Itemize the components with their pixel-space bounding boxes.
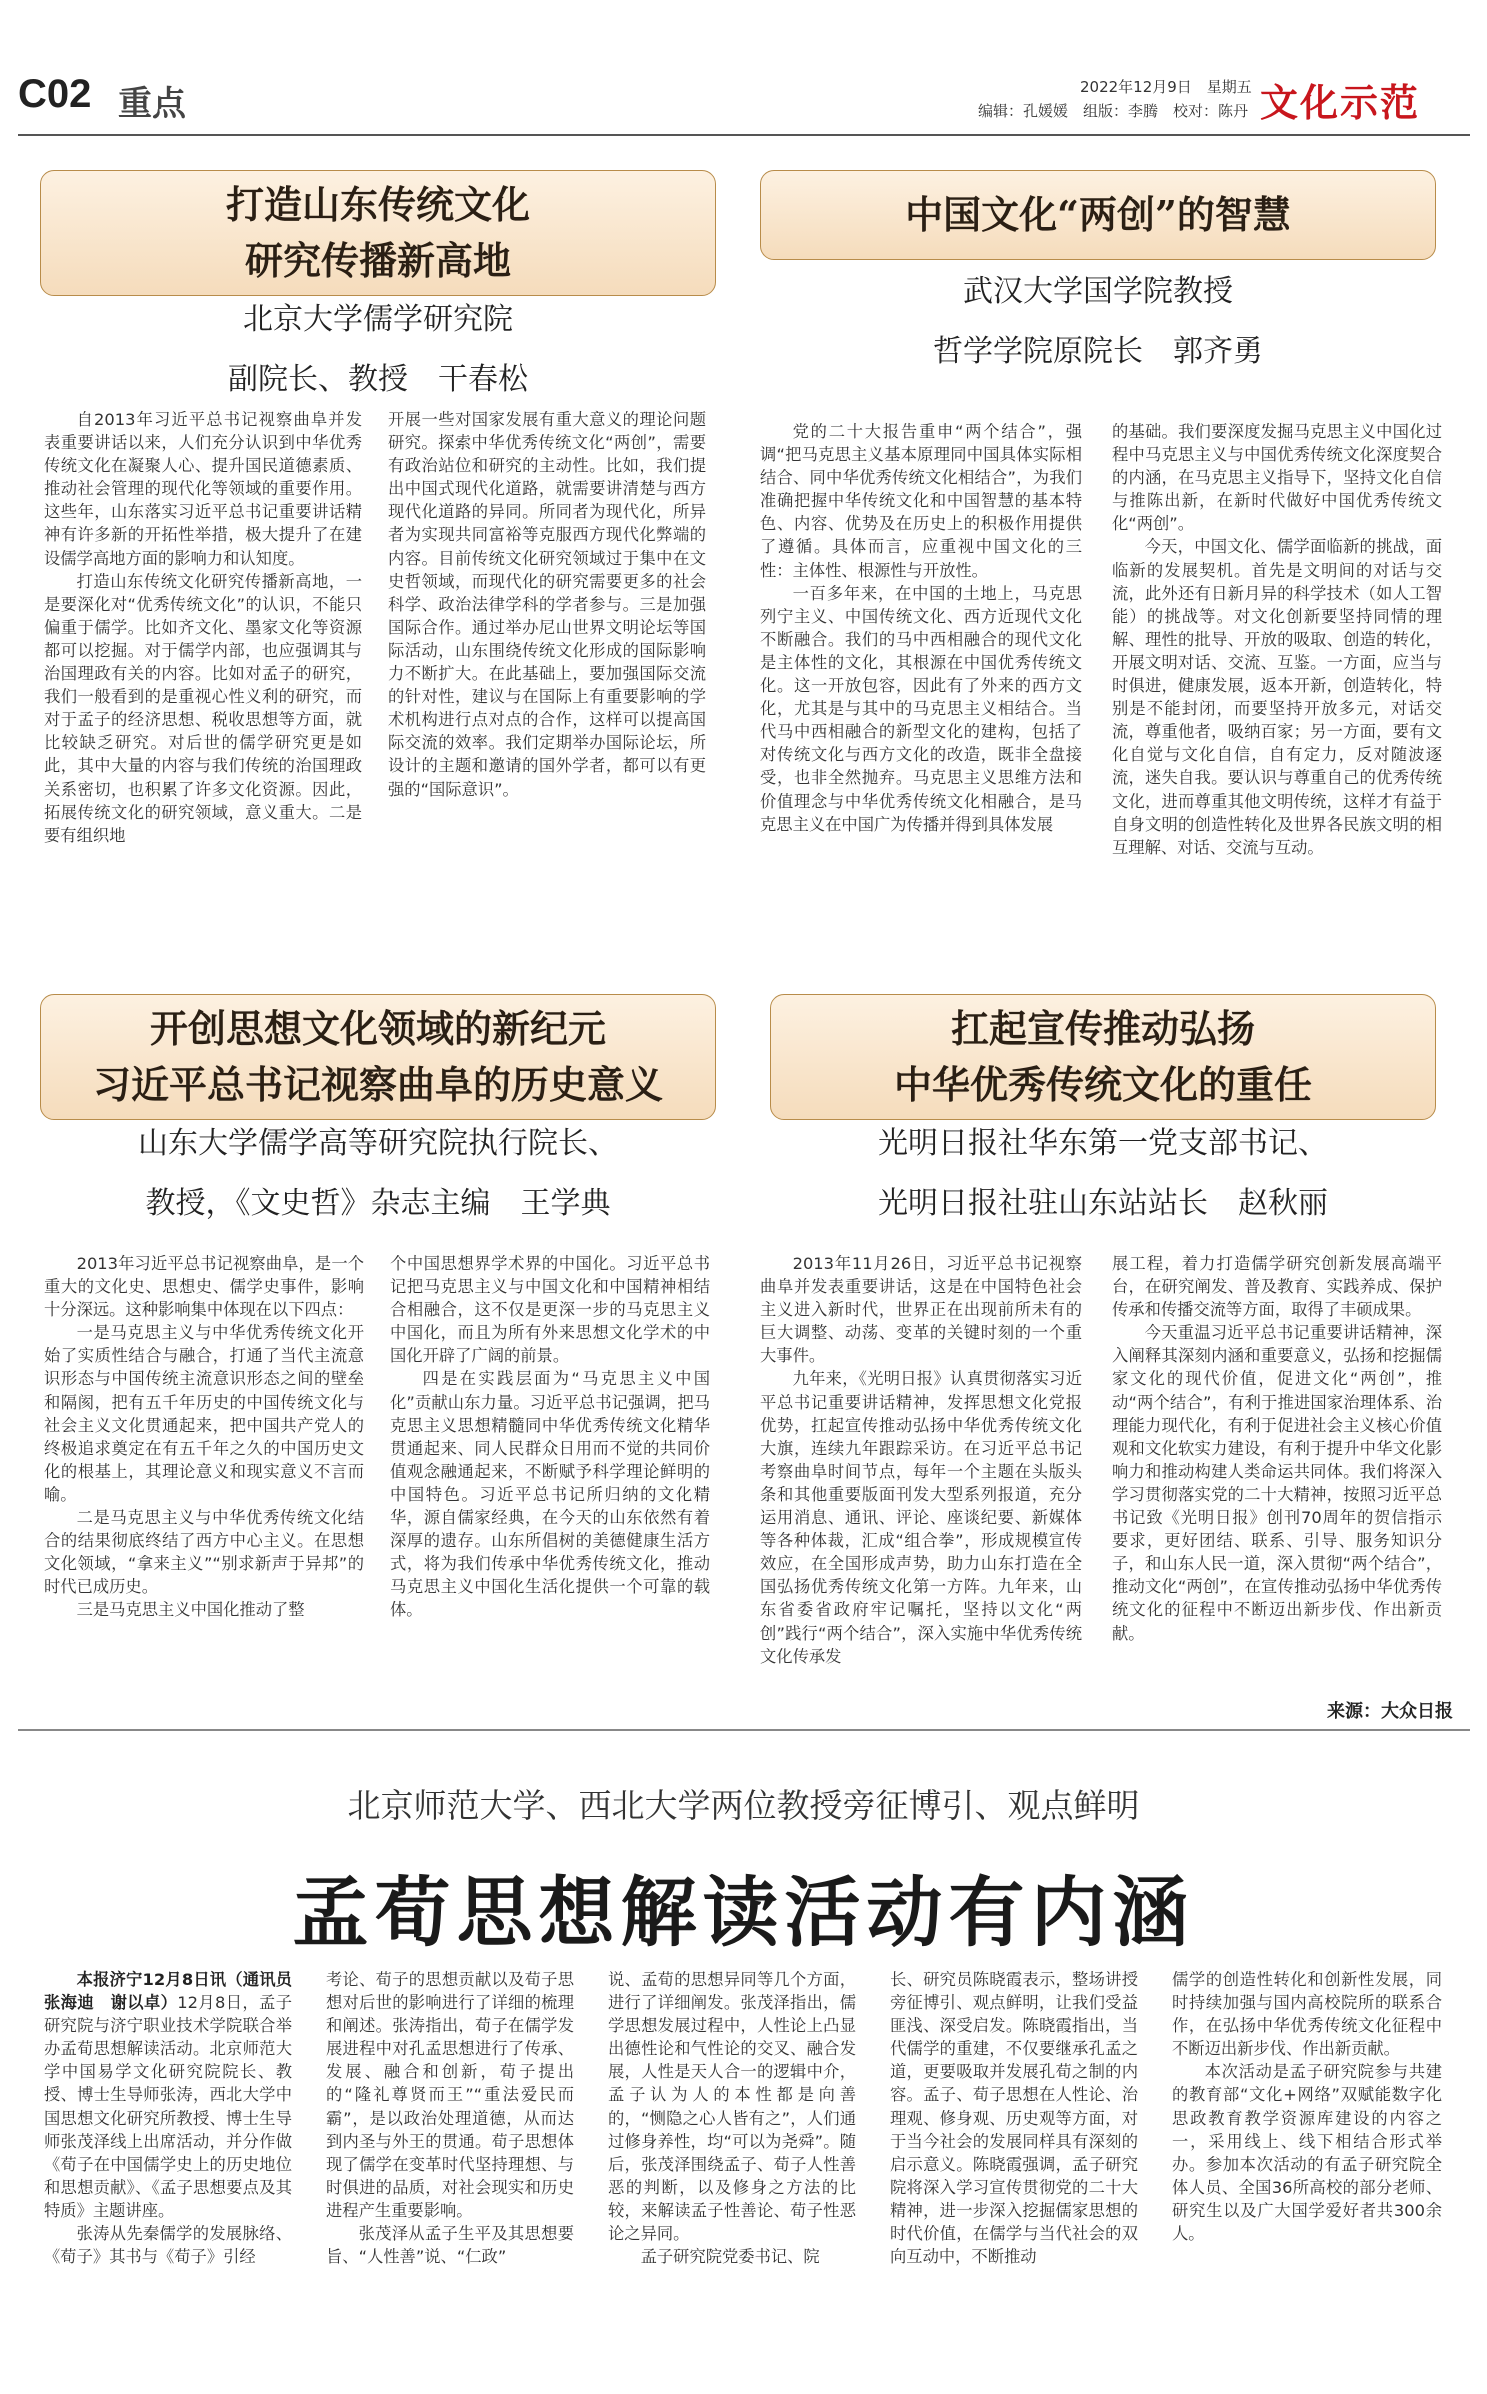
- article-4-title: 扛起宣传推动弘扬 中华优秀传统文化的重任: [893, 1006, 1312, 1107]
- article-4-column-2: 展工程，着力打造儒学研究创新发展高端平台，在研究阐发、普及教育、实践养成、保护传承和传播交流等方面，取得了丰硕成果。 今天重温习近平总书记重要讲话精神，深入阐释其深刻内涵和重要意义，弘扬和挖掘儒家文化的现代价值，促进文化“两创”，推动“两个结合”，有利于推进国家治理体系、治理能力现代化，有利于促进社会主义核心价值观和文化软实力建设，有利于提升中华文化影响力和推动构建人类命运共同体。我们将深入学习贯彻落实党的二十大精神，按照习近平总书记致《光明日报》创刊70周年的贺信指示要求，更好团结、联系、引导、服务知识分子，和山东人民一道，深入贯彻“两个结合”，推动文化“两创”，在宣传推动弘扬中华优秀传统文化的征程中不断迈出新步伐、作出新贡献。: [1112, 1254, 1442, 1643]
- article-3-title: 开创思想文化领域的新纪元 习近平总书记视察曲阜的历史意义: [92, 1006, 663, 1107]
- article-2-title: 中国文化“两创”的智慧: [905, 192, 1291, 237]
- article-4-column-1: 2013年11月26日，习近平总书记视察曲阜并发表重要讲话，这是在中国特色社会主义进入新时代，世界正在出现前所未有的巨大调整、动荡、变革的关键时刻的一个重大事件。 九年来，《光明日报》认真贯彻落实习近平总书记重要讲话精神，发挥思想文化党报优势，扛起宣传推动弘扬中华优秀传统文化大旗，连续九年跟踪采访。在习近平总书记考察曲阜时间节点，每年一个主题在头版头条和其他重要版面刊发大型系列报道，充分运用消息、通讯、评论、座谈纪要、新媒体等各种体裁，汇成“组合拳”，形成规模宣传效应，在全国形成声势，助力山东打造在全国弘扬优秀传统文化第一方阵。九年来，山东省委省政府牢记嘱托，坚持以文化“两创”践行“两个结合”，深入实施中华优秀传统文化传承发: [760, 1254, 1082, 1666]
- bottom-headline: 孟荀思想解读活动有内涵: [292, 1868, 1195, 1957]
- bottom-column-1: 本报济宁12月8日讯（通讯员 张海迪 谢以卓）12月8日，孟子研究院与济宁职业技术学院联合举办孟荀思想解读活动。北京师范大学中国易学文化研究院院长、教授、博士生导师张涛，西北大学中国思想文化研究所教授、博士生导师张茂泽线上出席活动，并分作做《荀子在中国儒学史上的历史地位和思想贡献》、《孟子思想要点及其特质》主题讲座。 张涛从先秦儒学的发展脉络、《荀子》其书与《荀子》引经: [44, 1970, 309, 2267]
- article-2-title-box: [760, 170, 1436, 260]
- section-divider: [18, 1729, 1470, 1731]
- source-note: 来源：大众日报: [1327, 1701, 1453, 1722]
- section-name: 重点: [118, 84, 186, 124]
- article-1-column-2: 开展一些对国家发展有重大意义的理论问题研究。探索中华优秀传统文化“两创”，需要有政治站位和研究的主动性。比如，我们提出中国式现代化道路，就需要讲清楚与西方现代化道路的异同。所同者为现代化，所异者为实现共同富裕等克服西方现代化弊端的内容。目前传统文化研究领域过于集中在文史哲领域，而现代化的研究需要更多的社会科学、政治法律学科的学者参与。三是加强国际合作。通过举办尼山世界文明论坛等国际活动，山东围绕传统文化形成的国际影响力不断扩大。在此基础上，要加强国际交流的针对性，建议与在国际上有重要影响的学术机构进行点对点的合作，这样可以提高国际交流的效率。我们定期举办国际论坛，所设计的主题和邀请的国外学者，都可以有更强的“国际意识”。: [388, 410, 706, 799]
- brand-logo: 文化示范: [1260, 81, 1421, 125]
- article-4-author: 光明日报社华东第一党支部书记、 光明日报社驻山东站站长 赵秋丽: [878, 1126, 1328, 1221]
- article-1-title: 打造山东传统文化 研究传播新高地: [225, 182, 530, 283]
- page-code: C02: [18, 72, 92, 116]
- article-3-title-box: [40, 994, 716, 1120]
- masthead: [0, 0, 1487, 140]
- article-2-author: 武汉大学国学院教授 哲学学院原院长 郭齐勇: [933, 274, 1263, 369]
- bottom-column-4: 长、研究员陈晓霞表示，整场讲授旁征博引、观点鲜明，让我们受益匪浅、深受启发。陈晓霞指出，当代儒学的重建，不仅要继承孔孟之道，更要吸取并发展孔荀之制的内容。孟子、荀子思想在人性论、治理观、修身观、历史观等方面，对于当今社会的发展同样具有深刻的启示意义。陈晓霞强调，孟子研究院将深入学习宣传贯彻党的二十大精神，进一步深入挖掘儒家思想的时代价值，在儒学与当代社会的双向互动中，不断推动: [890, 1970, 1138, 2267]
- bottom-column-2: 考论、荀子的思想贡献以及荀子思想对后世的影响进行了详细的梳理和阐述。张涛指出，荀子在儒学发展进程中对孔孟思想进行了传承、发展、融合和创新，荀子提出的“隆礼尊贤而王”“重法爱民而霸”，是以政治处理道德，从而达到内圣与外王的贯通。荀子思想体现了儒学在变革时代坚持理想、与时俱进的品质，对社会现实和历史进程产生重要影响。 张茂泽从孟子生平及其思想要旨、“人性善”说、“仁政”: [326, 1970, 574, 2267]
- editors-line: 编辑：孔媛媛 组版：李腾 校对：陈丹: [978, 102, 1249, 120]
- article-2-column-2: 的基础。我们要深度发掘马克思主义中国化过程中马克思主义与中国优秀传统文化深度契合的内涵，在马克思主义指导下，坚持文化自信与推陈出新，在新时代做好中国优秀传统文化“两创”。 今天，中国文化、儒学面临新的挑战，面临新的发展契机。首先是文明间的对话与交流，此外还有日新月异的科学技术（如人工智能）的挑战等。对文化创新要坚持同情的理解、理性的批导、开放的吸取、创造的转化，开展文明对话、交流、互鉴。一方面，应当与时俱进，健康发展，返本开新，创造转化，特别是不能封闭，而要坚持开放多元，对话交流，尊重他者，吸纳百家；另一方面，要有文化自觉与文化自信，自有定力，反对随波逐流，迷失自我。要认识与尊重自己的优秀传统文化，进而尊重其他文明传统，这样才有益于自身文明的创造性转化及世界各民族文明的相互理解、对话、交流与互动。: [1112, 422, 1442, 857]
- article-2-column-1: 党的二十大报告重申“两个结合”，强调“把马克思主义基本原理同中国具体实际相结合、同中华优秀传统文化相结合”，为我们准确把握中华传统文化和中国智慧的基本特色、内容、优势及在历史上的积极作用提供了遵循。具体而言，应重视中国文化的三性：主体性、根源性与开放性。 一百多年来，在中国的土地上，马克思列宁主义、中国传统文化、西方近现代文化不断融合。我们的马中西相融合的现代文化是主体性的文化，其根源在中国优秀传统文化。这一开放包容，因此有了外来的西方文化，尤其是与其中的马克思主义相结合。当代马中西相融合的新型文化的建构，包括了对传统文化与西方文化的改造，既非全盘接受，也非全然抛弃。马克思主义思维方法和价值理念与中华优秀传统文化相融合，是马克思主义在中国广为传播并得到具体发展: [760, 422, 1082, 834]
- article-4-title-box: [770, 994, 1436, 1120]
- bottom-subhead: 北京师范大学、西北大学两位教授旁征博引、观点鲜明: [347, 1786, 1140, 1825]
- top-rule: [18, 134, 1470, 136]
- article-3-author: 山东大学儒学高等研究院执行院长、 教授，《文史哲》杂志主编 王学典: [138, 1126, 618, 1221]
- date-line: 2022年12月9日 星期五: [1080, 78, 1252, 96]
- article-3-column-1: 2013年习近平总书记视察曲阜，是一个重大的文化史、思想史、儒学史事件，影响十分深远。这种影响集中体现在以下四点： 一是马克思主义与中华优秀传统文化开始了实质性结合与融合，打通了当代主流意识形态与中国传统主流意识形态之间的壁垒和隔阂，把有五千年历史的中国传统文化与社会主义文化贯通起来，把中国共产党人的终极追求奠定在有五千年之久的中国历史文化的根基上，其理论意义和现实意义不言而喻。 二是马克思主义与中华优秀传统文化结合的结果彻底终结了西方中心主义。在思想文化领域，“拿来主义”“别求新声于异邦”的时代已成历史。 三是马克思主义中国化推动了整: [44, 1254, 364, 1620]
- article-1-title-box: [40, 170, 716, 296]
- bottom-column-5: 儒学的创造性转化和创新性发展，同时持续加强与国内高校院所的联系合作，在弘扬中华优秀传统文化征程中不断迈出新步伐、作出新贡献。 本次活动是孟子研究院参与共建的教育部“文化+网络”双赋能数字化思政教育教学资源库建设的内容之一，采用线上、线下相结合形式举办。参加本次活动的有孟子研究院全体人员、全国36所高校的部分老师、研究生以及广大国学爱好者共300余人。: [1172, 1970, 1442, 2244]
- article-1-author: 北京大学儒学研究院 副院长、教授 干春松: [228, 302, 528, 397]
- bottom-column-3: 说、孟荀的思想异同等几个方面，进行了详细阐发。张茂泽指出，儒学思想发展过程中，人性论上凸显出德性论和气性论的交叉、融合发展，人性是天人合一的逻辑中介，孟子认为人的本性都是向善的，“恻隐之心人皆有之”，人们通过修身养性，均“可以为尧舜”。随后，张茂泽围绕孟子、荀子人性善恶的判断，以及修身之方法的比较，来解读孟子性善论、荀子性恶论之异同。 孟子研究院党委书记、院: [608, 1970, 856, 2267]
- article-3-column-2: 个中国思想界学术界的中国化。习近平总书记把马克思主义与中国文化和中国精神相结合相融合，这不仅是更深一步的马克思主义中国化，而且为所有外来思想文化学术的中国化开辟了广阔的前景。 四是在实践层面为“马克思主义中国化”贡献山东力量。习近平总书记强调，把马克思主义思想精髓同中华优秀传统文化精华贯通起来、同人民群众日用而不觉的共同价值观念融通起来，不断赋予科学理论鲜明的中国特色。习近平总书记所归纳的文化精华，源自儒家经典，在今天的山东依然有着深厚的遗存。山东所倡树的美德健康生活方式，将为我们传承中华优秀传统文化，推动马克思主义中国化生活化提供一个可靠的载体。: [390, 1254, 710, 1620]
- bottom-lead: 本报济宁12月8日讯（通讯员 张海迪 谢以卓）: [44, 1970, 309, 2013]
- article-1-column-1: 自2013年习近平总书记视察曲阜并发表重要讲话以来，人们充分认识到中华优秀传统文化在凝聚人心、提升国民道德素质、推动社会管理的现代化等领域的重要作用。这些年，山东落实习近平总书记重要讲话精神有许多新的开拓性举措，极大提升了在建设儒学高地方面的影响力和认知度。 打造山东传统文化研究传播新高地，一是要深化对“优秀传统文化”的认识，不能只偏重于儒学。比如齐文化、墨家文化等资源都可以挖掘。对于儒学内部，也应强调其与治国理政有关的内容。比如对孟子的研究，我们一般看到的是重视心性义利的研究，而对于孟子的经济思想、税收思想等方面，就比较缺乏研究。对后世的儒学研究更是如此，其中大量的内容与我们传统的治国理政关系密切，也积累了许多文化资源。因此，拓展传统文化的研究领域，意义重大。二是要有组织地: [44, 410, 362, 845]
